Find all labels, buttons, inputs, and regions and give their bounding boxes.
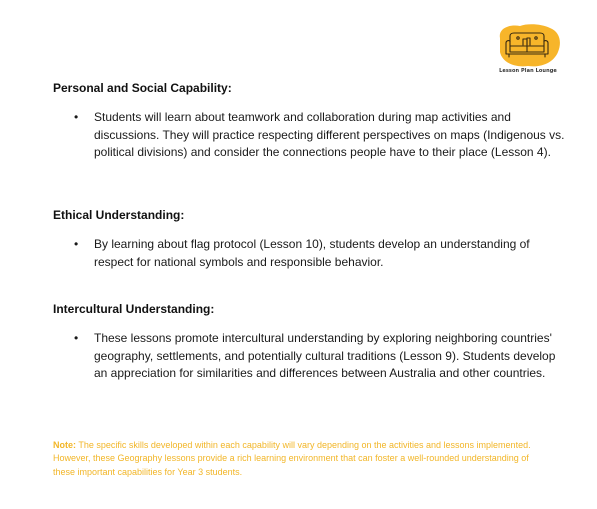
list-item <box>53 109 566 162</box>
note-text: The specific skills developed within each capability will vary depending on the activities and lessons implemented. However, these Geography lessons provide a rich learning environment that can foster a well-rounded understanding of these important capabilities for Year 3 students. <box>53 440 531 477</box>
note-label: Note: <box>53 440 76 450</box>
bullet-glyph: • <box>74 110 79 124</box>
footnote <box>53 439 553 479</box>
section-heading: Ethical Understanding: <box>53 208 185 222</box>
sofa-icon <box>494 24 562 68</box>
section-heading: Personal and Social Capability: <box>53 81 232 95</box>
bullet-list <box>53 109 566 162</box>
bullet-list <box>53 330 566 383</box>
section-intercultural <box>53 302 566 383</box>
section-personal-social <box>53 81 566 162</box>
logo-text: Lesson Plan Lounge <box>499 68 557 74</box>
bullet-text: By learning about flag protocol (Lesson 10), students develop an understanding of respect for national symbols and responsible behavior. <box>94 237 530 269</box>
bullet-text: Students will learn about teamwork and collaboration during map activities and discussions. They will practice respecting different perspectives on maps (Indigenous vs. political divisions) and consider the connections people have to their place (Lesson 4). <box>94 110 565 159</box>
bullet-glyph: • <box>74 331 79 345</box>
bullet-text: These lessons promote intercultural understanding by exploring neighboring countries' geography, settlements, and potentially cultural traditions (Lesson 9). Students develop an appreciation for similarities and differences between Australia and other countries. <box>94 331 556 380</box>
list-item <box>53 236 566 271</box>
bullet-glyph: • <box>74 237 79 251</box>
bullet-list <box>53 236 566 271</box>
list-item <box>53 330 566 383</box>
section-heading: Intercultural Understanding: <box>53 302 215 316</box>
section-ethical <box>53 208 566 271</box>
lesson-plan-lounge-logo <box>494 24 562 80</box>
